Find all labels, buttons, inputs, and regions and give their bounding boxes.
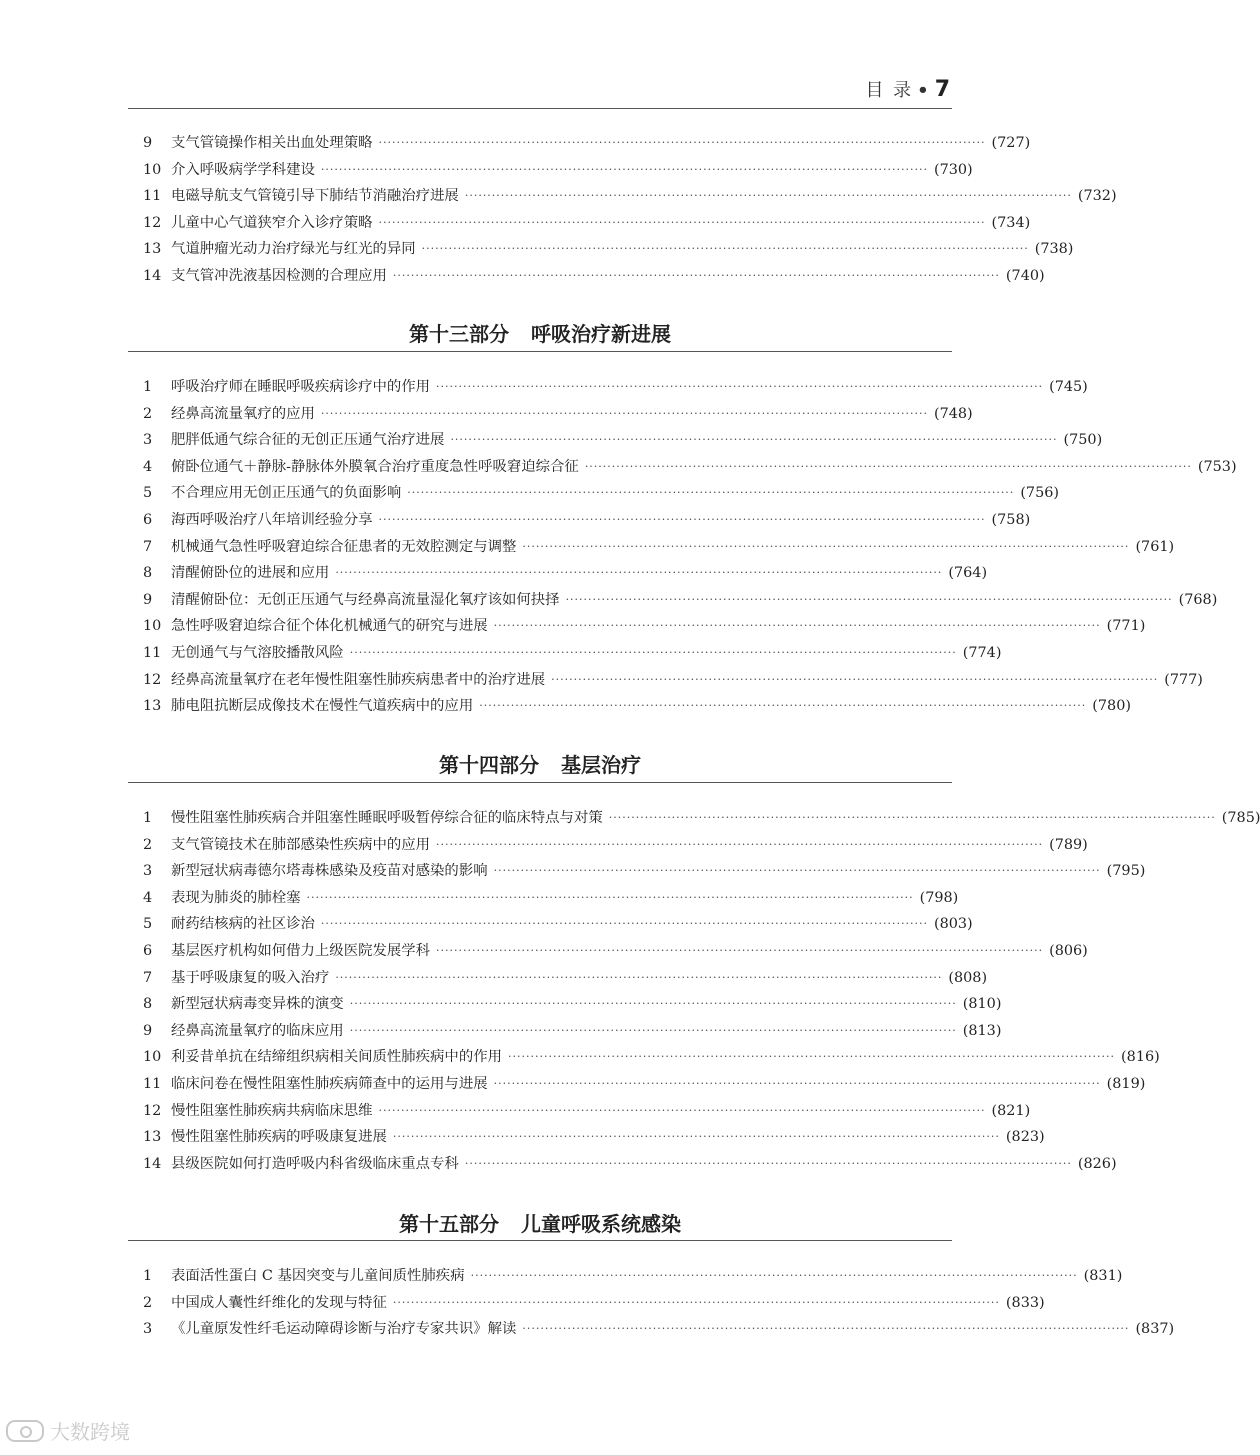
dot-leader: ······································································································································· (436, 837, 1044, 851)
entry-title: 支气管冲洗液基因检测的合理应用 (171, 267, 387, 284)
dot-leader: ······································································································································· (464, 1156, 1072, 1170)
dot-leader: ······································································································································· (493, 864, 1101, 878)
entry-title: 县级医院如何打造呼吸内科省级临床重点专科 (171, 1155, 459, 1172)
entry-title: 中国成人囊性纤维化的发现与特征 (171, 1294, 387, 1311)
dot-leader: ······································································································································· (320, 162, 928, 176)
entry-number: 3 (143, 863, 153, 880)
section-title (128, 318, 952, 347)
entry-number: 7 (143, 969, 153, 986)
entry-page: (738) (1034, 241, 1074, 258)
entry-number: 2 (143, 1294, 153, 1311)
entry-page: (768) (1178, 591, 1218, 608)
dot-leader: ······································································································································· (565, 592, 1173, 606)
entry-page: (813) (962, 1022, 1002, 1039)
dot-leader: ······································································································································· (378, 136, 986, 149)
toc-entry (143, 236, 1074, 263)
header-title: 目 录 (865, 80, 914, 101)
entry-page: (798) (919, 889, 959, 906)
dot-leader: ······································································································································· (335, 970, 943, 984)
toc-entry (143, 693, 1131, 720)
entry-number: 12 (143, 214, 162, 231)
entry-page: (761) (1135, 538, 1175, 555)
dot-leader: ······································································································································· (421, 242, 1029, 256)
toc-entry (143, 130, 1031, 157)
dot-leader: ······································································································································· (608, 811, 1216, 824)
toc-entry (143, 480, 1060, 507)
entry-number: 8 (143, 565, 153, 582)
entry-title: 不合理应用无创正压通气的负面影响 (171, 485, 402, 502)
toc-list (143, 805, 1260, 1177)
watermark-text: 大数跨境 (50, 1420, 130, 1444)
entry-page: (758) (991, 511, 1031, 528)
entry-page: (831) (1083, 1268, 1123, 1284)
entry-number: 9 (143, 1022, 153, 1039)
entry-title: 《儿童原发性纤毛运动障碍诊断与治疗专家共识》解读 (171, 1321, 517, 1338)
entry-title: 基层医疗机构如何借力上级医院发展学科 (171, 942, 431, 959)
entry-number: 4 (143, 458, 153, 475)
entry-page: (764) (948, 565, 988, 582)
section-rule (128, 351, 952, 352)
entry-number: 10 (143, 161, 162, 178)
toc-entry (143, 587, 1218, 614)
dot-leader: ······································································································································· (392, 268, 1000, 282)
entry-page: (833) (1005, 1294, 1045, 1311)
entry-page: (780) (1092, 698, 1131, 715)
dot-leader: ······································································································································· (522, 539, 1130, 553)
toc-entry (143, 427, 1103, 454)
section-name: 呼吸治疗新进展 (531, 322, 671, 346)
entry-title: 肥胖低通气综合征的无创正压通气治疗进展 (171, 432, 445, 449)
entry-number: 11 (143, 1075, 162, 1092)
entry-number: 14 (143, 267, 162, 284)
entry-page: (740) (1005, 267, 1045, 284)
dot-leader: ······································································································································· (320, 406, 928, 420)
toc-entry (143, 885, 959, 912)
entry-number: 3 (143, 432, 153, 449)
entry-title: 临床问卷在慢性阻塞性肺疾病筛查中的运用与进展 (171, 1075, 488, 1092)
entry-page: (808) (948, 969, 988, 986)
dot-leader: ······································································································································· (306, 890, 914, 904)
entry-number: 5 (143, 485, 153, 502)
entry-number: 3 (143, 1321, 153, 1338)
entry-page: (730) (933, 161, 973, 178)
header-separator: • (917, 80, 931, 101)
entry-page: (774) (962, 644, 1002, 661)
dot-leader: ······································································································································· (378, 512, 986, 526)
toc-entry (143, 560, 988, 587)
toc-entry (143, 613, 1146, 640)
entry-title: 儿童中心气道狭窄介入诊疗策略 (171, 214, 373, 231)
entry-title: 无创通气与气溶胶播散风险 (171, 644, 344, 661)
entry-title: 支气管镜操作相关出血处理策略 (171, 135, 373, 151)
entry-number: 10 (143, 1049, 162, 1066)
entry-page: (745) (1049, 379, 1088, 395)
toc-entry (143, 911, 973, 938)
dot-leader: ······································································································································· (349, 997, 957, 1011)
dot-leader: ······································································································································· (493, 1076, 1101, 1090)
dot-leader: ······································································································································· (479, 699, 1087, 713)
watermark (6, 1416, 130, 1445)
entry-page: (819) (1106, 1075, 1146, 1092)
entry-number: 14 (143, 1155, 162, 1172)
toc-entry (143, 1124, 1045, 1151)
dot-leader: ······································································································································· (392, 1130, 1000, 1144)
header-rule (128, 108, 952, 109)
entry-title: 清醒俯卧位的进展和应用 (171, 565, 330, 582)
dot-leader: ······································································································································· (436, 380, 1044, 393)
toc-entry (143, 1316, 1175, 1343)
entry-number: 6 (143, 942, 153, 959)
toc-entry (143, 157, 973, 184)
toc-list (143, 130, 1117, 290)
entry-title: 表面活性蛋白 C 基因突变与儿童间质性肺疾病 (171, 1268, 465, 1284)
entry-number: 6 (143, 511, 153, 528)
entry-number: 12 (143, 1102, 162, 1119)
dot-leader: ······································································································································· (493, 619, 1101, 633)
section-part-label: 第十四部分 (439, 753, 539, 777)
entry-number: 5 (143, 916, 153, 933)
entry-number: 2 (143, 836, 153, 853)
entry-number: 4 (143, 889, 153, 906)
dot-leader: ······································································································································· (551, 672, 1159, 686)
toc-entry (143, 1071, 1146, 1098)
entry-number: 9 (143, 591, 153, 608)
entry-title: 耐药结核病的社区诊治 (171, 916, 315, 933)
entry-title: 经鼻高流量氧疗的临床应用 (171, 1022, 344, 1039)
entry-title: 新型冠状病毒德尔塔毒株感染及疫苗对感染的影响 (171, 863, 488, 880)
toc-entry (143, 507, 1031, 534)
entry-number: 9 (143, 135, 153, 151)
toc-entry (143, 965, 988, 992)
entry-page: (810) (962, 996, 1002, 1013)
entry-page: (803) (933, 916, 973, 933)
section-name: 基层治疗 (561, 753, 641, 777)
section-title (128, 1208, 952, 1237)
toc-entry (143, 667, 1203, 694)
entry-page: (750) (1063, 432, 1103, 449)
entry-page: (777) (1164, 671, 1203, 688)
running-header (865, 76, 952, 102)
dot-leader: ······································································································································· (378, 1103, 986, 1117)
toc-entry (143, 263, 1045, 290)
dot-leader: ······································································································································· (464, 189, 1072, 203)
entry-title: 慢性阻塞性肺疾病合并阻塞性睡眠呼吸暂停综合征的临床特点与对策 (171, 810, 603, 826)
entry-page: (727) (991, 135, 1031, 151)
entry-title: 机械通气急性呼吸窘迫综合征患者的无效腔测定与调整 (171, 538, 517, 555)
dot-leader: ······································································································································· (584, 459, 1192, 473)
entry-title: 气道肿瘤光动力治疗绿光与红光的异同 (171, 241, 416, 258)
toc-entry (143, 991, 1002, 1018)
toc-entry (143, 183, 1117, 210)
entry-page: (756) (1020, 485, 1060, 502)
toc-entry (143, 640, 1002, 667)
dot-leader: ······································································································································· (522, 1322, 1130, 1336)
dot-leader: ······································································································································· (335, 566, 943, 580)
entry-page: (795) (1106, 863, 1146, 880)
toc-entry (143, 858, 1146, 885)
toc-entry (143, 1018, 1002, 1045)
entry-number: 11 (143, 188, 162, 205)
toc-list (143, 374, 1237, 720)
watermark-logo-icon (6, 1420, 44, 1442)
entry-page: (732) (1077, 188, 1117, 205)
entry-title: 支气管镜技术在肺部感染性疾病中的应用 (171, 836, 431, 853)
entry-title: 海西呼吸治疗八年培训经验分享 (171, 511, 373, 528)
entry-number: 13 (143, 698, 162, 715)
dot-leader: ······································································································································· (407, 486, 1015, 500)
entry-number: 13 (143, 1129, 162, 1146)
entry-page: (826) (1077, 1155, 1117, 1172)
entry-title: 表现为肺炎的肺栓塞 (171, 889, 301, 906)
entry-number: 11 (143, 644, 162, 661)
entry-title: 肺电阻抗断层成像技术在慢性气道疾病中的应用 (171, 698, 474, 715)
dot-leader: ······································································································································· (378, 215, 986, 229)
entry-page: (753) (1197, 458, 1237, 475)
entry-page: (789) (1049, 836, 1088, 853)
entry-title: 电磁导航支气管镜引导下肺结节消融治疗进展 (171, 188, 459, 205)
toc-entry (143, 401, 973, 428)
section-name: 儿童呼吸系统感染 (521, 1212, 681, 1236)
entry-number: 12 (143, 671, 162, 688)
entry-number: 13 (143, 241, 162, 258)
entry-page: (771) (1106, 618, 1146, 635)
toc-entry (143, 374, 1088, 401)
entry-number: 8 (143, 996, 153, 1013)
entry-title: 基于呼吸康复的吸入治疗 (171, 969, 330, 986)
entry-page: (734) (991, 214, 1031, 231)
toc-entry (143, 832, 1088, 859)
entry-title: 利妥昔单抗在结缔组织病相关间质性肺疾病中的作用 (171, 1049, 502, 1066)
entry-title: 经鼻高流量氧疗在老年慢性阻塞性肺疾病患者中的治疗进展 (171, 671, 546, 688)
entry-title: 呼吸治疗师在睡眠呼吸疾病诊疗中的作用 (171, 379, 431, 395)
dot-leader: ······································································································································· (470, 1269, 1078, 1282)
toc-entry (143, 1098, 1031, 1125)
entry-title: 急性呼吸窘迫综合征个体化机械通气的研究与进展 (171, 618, 488, 635)
dot-leader: ······································································································································· (508, 1050, 1116, 1064)
entry-number: 1 (143, 810, 153, 826)
toc-entry (143, 1151, 1117, 1178)
entry-page: (823) (1005, 1129, 1045, 1146)
dot-leader: ······································································································································· (320, 917, 928, 931)
dot-leader: ······································································································································· (392, 1295, 1000, 1309)
toc-entry (143, 1044, 1160, 1071)
entry-title: 俯卧位通气＋静脉-静脉体外膜氧合治疗重度急性呼吸窘迫综合征 (171, 458, 579, 475)
toc-entry (143, 805, 1260, 832)
dot-leader: ······································································································································· (436, 943, 1044, 957)
entry-title: 新型冠状病毒变异株的演变 (171, 996, 344, 1013)
entry-title: 清醒俯卧位：无创正压通气与经鼻高流量湿化氧疗该如何抉择 (171, 591, 560, 608)
entry-page: (816) (1121, 1049, 1160, 1066)
page-number: 7 (934, 77, 952, 102)
entry-page: (821) (991, 1102, 1031, 1119)
entry-number: 1 (143, 379, 153, 395)
section-part-label: 第十三部分 (409, 322, 509, 346)
toc-entry (143, 938, 1088, 965)
section-part-label: 第十五部分 (399, 1212, 499, 1236)
dot-leader: ······································································································································· (349, 645, 957, 659)
entry-page: (806) (1049, 942, 1088, 959)
section-rule (128, 1240, 952, 1241)
section-title (128, 749, 952, 778)
entry-page: (837) (1135, 1321, 1175, 1338)
entry-number: 10 (143, 618, 162, 635)
section-rule (128, 782, 952, 783)
toc-entry (143, 534, 1175, 561)
dot-leader: ······································································································································· (349, 1023, 957, 1037)
entry-number: 1 (143, 1268, 153, 1284)
toc-entry (143, 1290, 1045, 1317)
entry-page: (785) (1221, 810, 1260, 826)
toc-list (143, 1263, 1175, 1343)
entry-title: 慢性阻塞性肺疾病的呼吸康复进展 (171, 1129, 387, 1146)
entry-title: 经鼻高流量氧疗的应用 (171, 405, 315, 422)
entry-number: 2 (143, 405, 153, 422)
entry-title: 慢性阻塞性肺疾病共病临床思维 (171, 1102, 373, 1119)
toc-entry (143, 454, 1237, 481)
toc-entry (143, 1263, 1123, 1290)
dot-leader: ······································································································································· (450, 433, 1058, 447)
entry-page: (748) (933, 405, 973, 422)
entry-number: 7 (143, 538, 153, 555)
entry-title: 介入呼吸病学学科建设 (171, 161, 315, 178)
toc-entry (143, 210, 1031, 237)
